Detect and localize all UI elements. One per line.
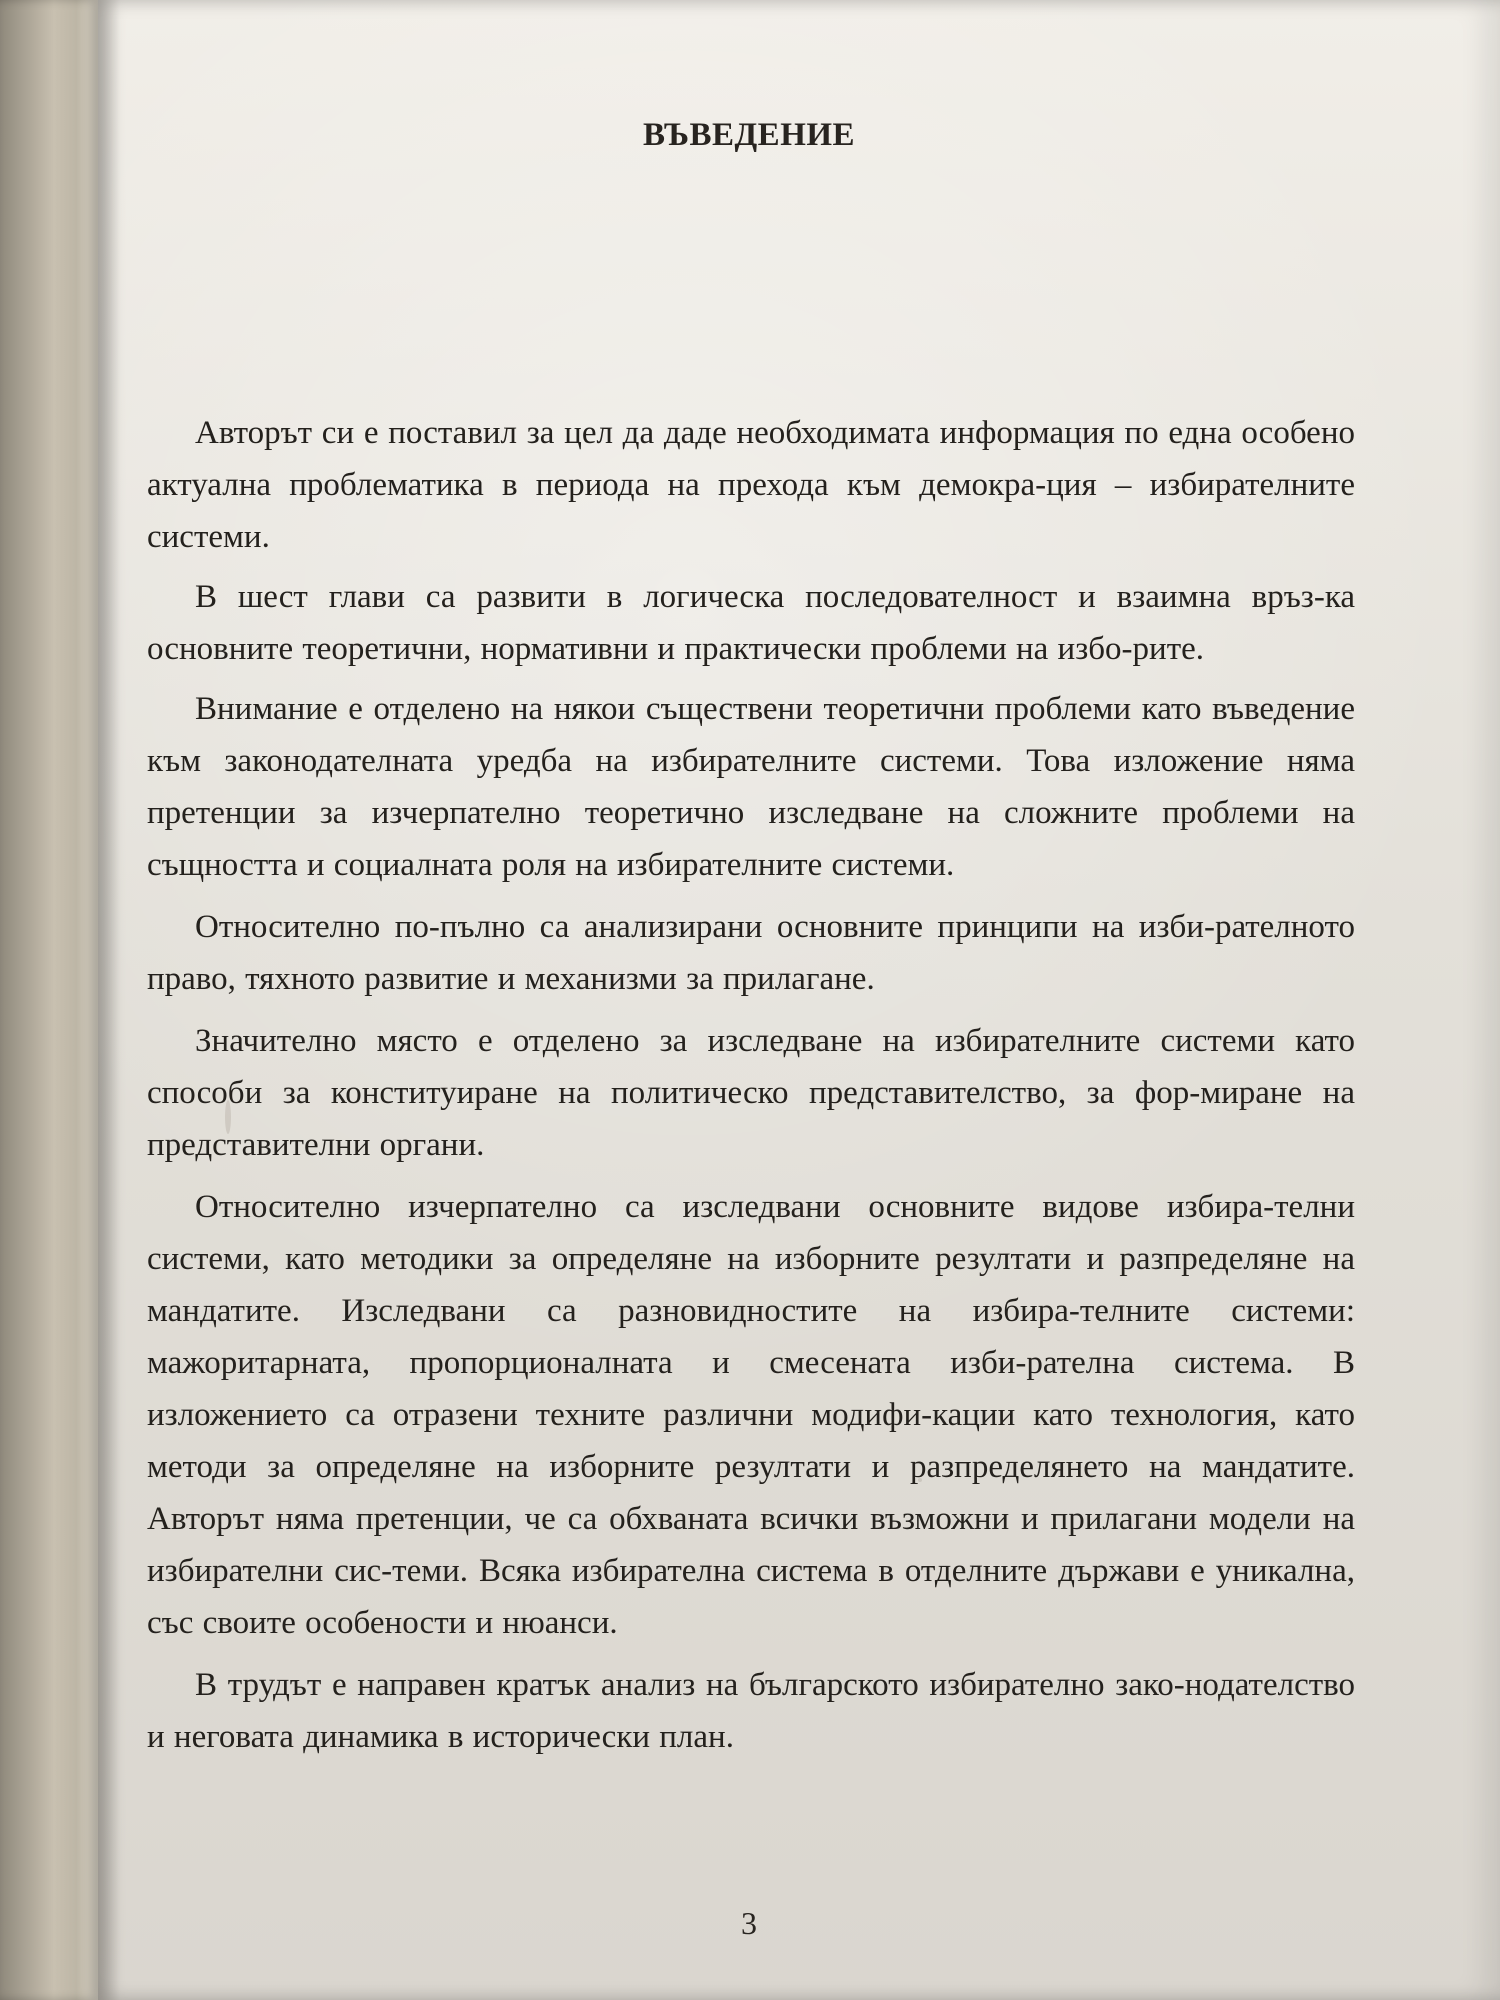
paragraph-4: Относително по-пълно са анализирани основните принципи на изби-рателното право, тяхното развитие и механизми за прилагане.	[147, 909, 1355, 997]
left-page-edge	[0, 0, 98, 2000]
page-number: 3	[741, 1905, 757, 1941]
paragraph-2: В шест глави са развити в логическа последователност и взаимна връз-ка основните теоретични, нормативни и практически проблеми на избо-рите.	[147, 579, 1355, 667]
paragraph-5: Значително място е отделено за изследване на избирателните системи като способи за конституиране на политическо представителство, за фор-миране на представителни органи.	[147, 1023, 1355, 1163]
introduction-text	[147, 407, 1355, 1773]
paragraph-7: В трудът е направен кратък анализ на българското избирателно зако-нодателство и неговата динамика в исторически план.	[147, 1667, 1355, 1755]
book-page	[98, 0, 1500, 2000]
paragraph-3: Внимание е отделено на някои съществени теоретични проблеми като въведение към законодателната уредба на избирателните системи. Това изложение няма претенции за изчерпателно теоретично изследване на сложните проблеми на същността и социалната роля на избирателните системи.	[147, 691, 1355, 883]
chapter-title: ВЪВЕДЕНИЕ	[642, 117, 856, 153]
paragraph-6: Относително изчерпателно са изследвани основните видове избира-телни системи, като методики за определяне на изборните резултати и разпределяне на мандатите. Изследвани са разновидностите на избира-телните системи: мажоритарната, пропорционалната и смесената изби-рателна система. В изложението са отразени техните различни модифи-кации като технология, като методи за определяне на изборните резултати и разпределянето на мандатите. Авторът няма претенции, че са обхваната всички възможни и прилагани модели на избирателни сис-теми. Всяка избирателна система в отделните държави е уникална, със своите особености и нюанси.	[147, 1189, 1355, 1641]
paragraph-1: Авторът си е поставил за цел да даде необходимата информация по една особено актуална проблематика в периода на прехода към демокра-ция – избирателните системи.	[147, 415, 1355, 555]
